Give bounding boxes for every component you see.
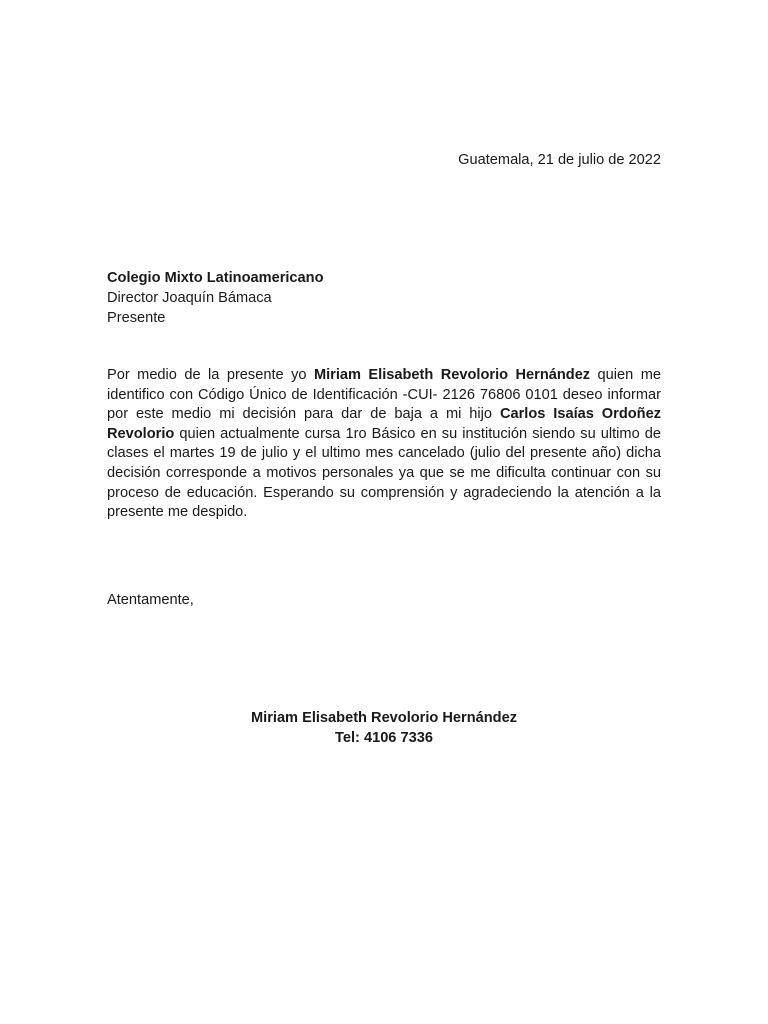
- recipient-presente: Presente: [107, 310, 166, 326]
- body-child-name: Carlos Isaías Ordoñez Revolorio: [107, 406, 661, 442]
- signature-block: [107, 708, 661, 748]
- recipient-director: Director Joaquín Bámaca: [107, 290, 272, 306]
- body-sender-name: Miriam Elisabeth Revolorio Hernández: [313, 367, 591, 383]
- letter-body: [107, 366, 661, 523]
- recipient-block: [107, 268, 324, 328]
- body-part-3: quien actualmente cursa 1ro Básico en su institución siendo su ultimo de clases el martes 19 de julio y el ultimo mes cancelado (julio del presente año) dicha decisión corresponde a motivos personales ya que se me dificulta continuar con su proceso de educación. Esperando su comprensión y agradeciendo la atención a la presente me despido.: [107, 425, 661, 521]
- body-part-2: quien me identifico con Código Único de Identificación -CUI- 2126 76806 0101 deseo informar por este medio mi decisión para dar de baja a mi hijo: [107, 367, 661, 423]
- date-line: Guatemala, 21 de julio de 2022: [458, 152, 661, 168]
- signature-phone: Tel: 4106 7336: [335, 730, 433, 746]
- body-part-1: Por medio de la presente yo: [107, 367, 314, 383]
- signature-name: Miriam Elisabeth Revolorio Hernández: [251, 710, 517, 726]
- recipient-institution: Colegio Mixto Latinoamericano: [107, 270, 324, 286]
- closing-line: Atentamente,: [107, 592, 194, 608]
